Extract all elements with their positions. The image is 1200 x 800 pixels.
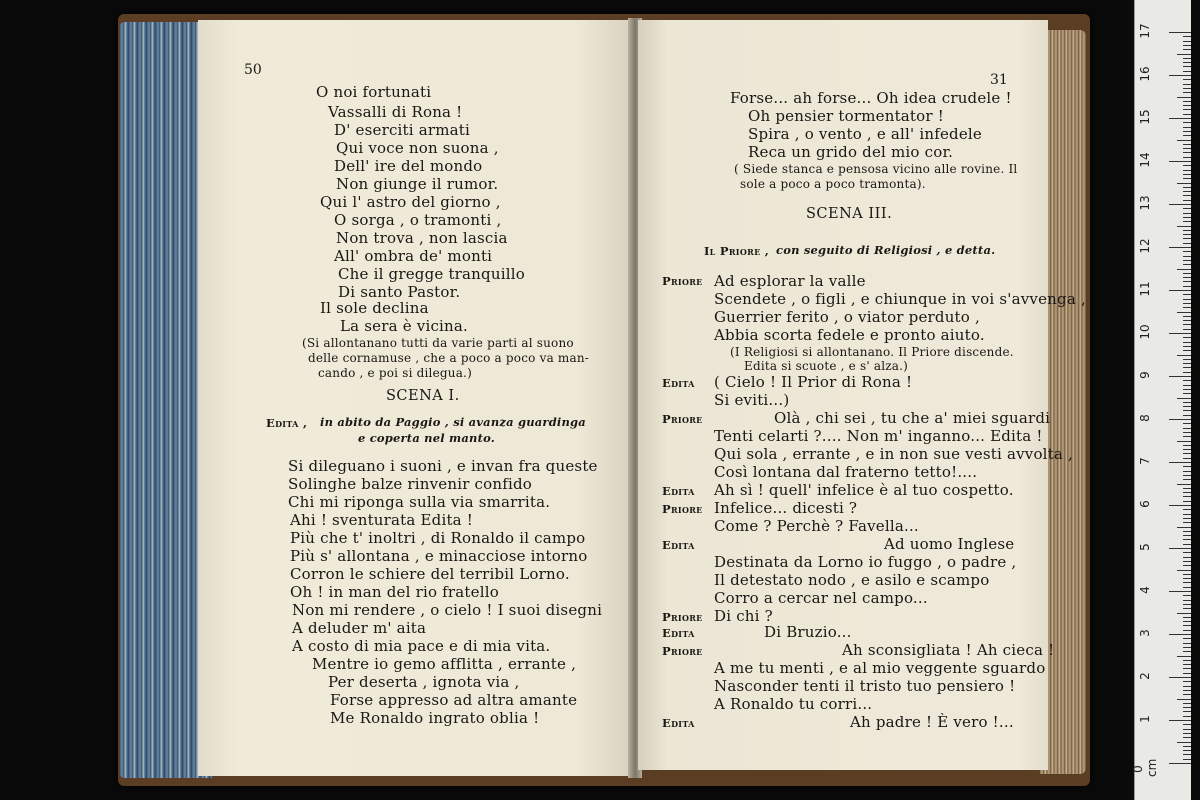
ruler-tick (1177, 441, 1191, 442)
dialogue-line: Ah sì ! quell' infelice è al tuo cospetto. (714, 481, 1014, 499)
ruler-tick (1183, 600, 1191, 601)
ruler-tick (1183, 135, 1191, 136)
ruler-tick (1183, 221, 1191, 222)
ruler-tick (1183, 200, 1191, 201)
ruler-tick (1183, 673, 1191, 674)
ruler-tick (1183, 389, 1191, 390)
dialogue-line: Guerrier ferito , o viator perduto , (714, 308, 980, 326)
verse-line: Vassalli di Rona ! (328, 103, 463, 121)
ruler-tick (1183, 41, 1191, 42)
ruler-tick (1183, 690, 1191, 691)
verse-line: D' eserciti armati (334, 121, 471, 139)
speaker-label: Edita (662, 716, 695, 730)
ruler-tick (1183, 759, 1191, 760)
ruler-tick (1183, 58, 1191, 59)
ruler-tick (1183, 479, 1191, 480)
verse-line: Forse appresso ad altra amante (330, 691, 578, 709)
ruler-tick (1183, 45, 1191, 46)
ruler-tick (1183, 307, 1191, 308)
ruler-tick (1183, 264, 1191, 265)
dialogue-line: Di Bruzio... (764, 623, 852, 641)
ruler-tick (1183, 294, 1191, 295)
ruler-tick (1183, 337, 1191, 338)
scene-intro: con seguito di Religiosi , e detta. (776, 243, 996, 257)
verse-line: O sorga , o tramonti , (334, 211, 502, 229)
ruler-tick (1177, 484, 1191, 485)
dialogue-line: A me tu menti , e al mio veggente sguardo (714, 659, 1046, 677)
ruler-tick (1169, 591, 1191, 592)
verse-line: Più s' allontana , e minacciose intorno (290, 547, 588, 565)
ruler-label: 9 (1138, 371, 1152, 379)
verse-line: O noi fortunati (316, 83, 432, 101)
ruler-tick (1183, 539, 1191, 540)
dialogue-line: Ah sconsigliata ! Ah cieca ! (842, 641, 1055, 659)
ruler-tick (1183, 187, 1191, 188)
verse-line: Di santo Pastor. (338, 283, 461, 301)
ruler-tick (1177, 269, 1191, 270)
stage-direction: (Si allontanano tutti da varie parti al suono (302, 336, 574, 350)
ruler-tick (1183, 71, 1191, 72)
ruler-tick (1183, 84, 1191, 85)
ruler-tick (1183, 625, 1191, 626)
dialogue-line: Nasconder tenti il tristo tuo pensiero ! (714, 677, 1016, 695)
ruler-tick (1183, 363, 1191, 364)
ruler-tick (1183, 230, 1191, 231)
ruler-tick (1183, 144, 1191, 145)
ruler-tick (1183, 114, 1191, 115)
ruler-tick (1183, 518, 1191, 519)
ruler-label: 8 (1138, 414, 1152, 422)
verse-line: Mentre io gemo afflitta , errante , (312, 655, 577, 673)
ruler-tick (1183, 303, 1191, 304)
ruler-tick (1183, 406, 1191, 407)
ruler-tick (1183, 707, 1191, 708)
ruler-tick (1183, 475, 1191, 476)
dialogue-line: Ad esplorar la valle (714, 272, 866, 290)
ruler-tick (1177, 140, 1191, 141)
ruler-tick (1183, 531, 1191, 532)
ruler-label: 7 (1138, 457, 1152, 465)
ruler-tick (1183, 561, 1191, 562)
dialogue-line: Ah padre ! È vero !... (850, 713, 1014, 731)
ruler-tick (1183, 681, 1191, 682)
ruler-tick (1183, 514, 1191, 515)
ruler-tick (1183, 217, 1191, 218)
ruler-label: 15 (1138, 109, 1152, 125)
ruler-tick (1183, 453, 1191, 454)
verse-line: Ahi ! sventurata Edita ! (290, 511, 474, 529)
ruler-tick (1183, 754, 1191, 755)
ruler-tick (1183, 445, 1191, 446)
ruler-tick (1183, 552, 1191, 553)
ruler-tick (1183, 277, 1191, 278)
ruler-tick (1183, 660, 1191, 661)
ruler-tick (1177, 527, 1191, 528)
ruler-tick (1183, 402, 1191, 403)
verse-line: Qui l' astro del giorno , (320, 193, 501, 211)
dialogue-line: Si eviti...) (714, 391, 790, 409)
ruler-tick (1177, 613, 1191, 614)
ruler-tick (1183, 617, 1191, 618)
ruler-tick (1183, 423, 1191, 424)
speaker-label: Edita (662, 484, 695, 498)
ruler-tick (1183, 367, 1191, 368)
speaker-label: Priore (662, 502, 703, 516)
stage-direction: Edita si scuote , e s' alza.) (744, 359, 909, 373)
speaker-label: Priore (662, 412, 703, 426)
speaker-label: Edita (662, 538, 695, 552)
speaker-label: Priore (662, 274, 703, 288)
ruler-label: 17 (1138, 23, 1152, 39)
ruler-tick (1183, 428, 1191, 429)
dialogue-line: Così lontana dal fraterno tetto!.... (714, 463, 978, 481)
ruler-label: 10 (1138, 324, 1152, 340)
ruler-tick (1183, 350, 1191, 351)
ruler-tick (1183, 49, 1191, 50)
ruler-tick (1183, 544, 1191, 545)
ruler-tick (1183, 62, 1191, 63)
ruler-tick (1183, 316, 1191, 317)
dialogue-line: Il detestato nodo , e asilo e scampo (714, 571, 990, 589)
ruler-tick (1183, 471, 1191, 472)
ruler-tick (1183, 342, 1191, 343)
verse-line: La sera è vicina. (340, 317, 469, 335)
verse-line: All' ombra de' monti (334, 247, 493, 265)
ruler-tick (1169, 161, 1191, 162)
ruler-tick (1183, 668, 1191, 669)
stage-direction: sole a poco a poco tramonta). (740, 177, 926, 191)
ruler-tick (1183, 582, 1191, 583)
ruler-tick (1183, 286, 1191, 287)
ruler-tick (1183, 191, 1191, 192)
ruler-label: 1 (1138, 715, 1152, 723)
dialogue-line: ( Cielo ! Il Prior di Rona ! (714, 373, 913, 391)
ruler-tick (1169, 333, 1191, 334)
ruler-tick (1183, 324, 1191, 325)
ruler-tick (1183, 604, 1191, 605)
scene-title: SCENA I. (386, 388, 460, 404)
ruler-label: 0 cm (1131, 758, 1159, 777)
ruler-tick (1183, 466, 1191, 467)
ruler-tick (1183, 595, 1191, 596)
ruler-tick (1183, 703, 1191, 704)
ruler-tick (1183, 152, 1191, 153)
dialogue-line: Scendete , o figli , e chiunque in voi s'avvenga , (714, 290, 1086, 308)
ruler-tick (1183, 88, 1191, 89)
dialogue-line: Olà , chi sei , tu che a' miei sguardi (774, 409, 1051, 427)
verse-line: Solinghe balze rinvenir confido (288, 475, 533, 493)
ruler-tick (1177, 699, 1191, 700)
ruler-tick (1183, 750, 1191, 751)
ruler-tick (1183, 238, 1191, 239)
ruler-tick (1169, 677, 1191, 678)
ruler-tick (1183, 587, 1191, 588)
ruler-tick (1183, 385, 1191, 386)
ruler-tick (1183, 522, 1191, 523)
ruler-tick (1169, 505, 1191, 506)
stage-direction: ( Siede stanca e pensosa vicino alle rovine. Il (734, 162, 1018, 176)
ruler-label: 2 (1138, 672, 1152, 680)
ruler-tick (1183, 273, 1191, 274)
ruler-tick (1183, 165, 1191, 166)
ruler-label: 6 (1138, 500, 1152, 508)
verse-line: Dell' ire del mondo (334, 157, 483, 175)
verse-line: Corron le schiere del terribil Lorno. (290, 565, 570, 583)
scene-intro-speaker: Edita , (266, 416, 308, 430)
ruler-tick (1183, 174, 1191, 175)
ruler-tick (1183, 608, 1191, 609)
ruler-label: 13 (1138, 195, 1152, 211)
measurement-ruler (1131, 0, 1191, 800)
page-number: 50 (244, 62, 262, 78)
ruler-tick (1183, 195, 1191, 196)
ruler-tick (1183, 299, 1191, 300)
ruler-tick (1183, 686, 1191, 687)
verse-line: Forse... ah forse... Oh idea crudele ! (730, 89, 1012, 107)
ruler-tick (1183, 213, 1191, 214)
speaker-label: Edita (662, 626, 695, 640)
ruler-tick (1183, 737, 1191, 738)
ruler-tick (1183, 432, 1191, 433)
ruler-tick (1169, 32, 1191, 33)
ruler-tick (1183, 101, 1191, 102)
right-page (638, 20, 1086, 770)
ruler-tick (1183, 170, 1191, 171)
ruler-tick (1177, 355, 1191, 356)
ruler-tick (1183, 638, 1191, 639)
ruler-tick (1183, 66, 1191, 67)
ruler-tick (1177, 97, 1191, 98)
ruler-tick (1183, 329, 1191, 330)
ruler-tick (1169, 247, 1191, 248)
ruler-tick (1183, 535, 1191, 536)
ruler-tick (1177, 226, 1191, 227)
ruler-tick (1183, 449, 1191, 450)
ruler-tick (1183, 109, 1191, 110)
ruler-tick (1183, 458, 1191, 459)
ruler-tick (1169, 75, 1191, 76)
ruler-tick (1183, 105, 1191, 106)
ruler-tick (1183, 574, 1191, 575)
dialogue-line: Di chi ? (714, 607, 773, 625)
ruler-tick (1183, 320, 1191, 321)
ruler-tick (1169, 376, 1191, 377)
ruler-tick (1183, 393, 1191, 394)
ruler-label: 12 (1138, 238, 1152, 254)
ruler-tick (1183, 148, 1191, 149)
ruler-tick (1183, 492, 1191, 493)
verse-line: Il sole declina (320, 299, 429, 317)
stage-direction: delle cornamuse , che a poco a poco va man- (308, 351, 590, 365)
ruler-tick (1177, 398, 1191, 399)
stage-direction: (I Religiosi si allontanano. Il Priore discende. (730, 345, 1014, 359)
verse-line: Oh pensier tormentator ! (748, 107, 944, 125)
ruler-tick (1183, 208, 1191, 209)
ruler-tick (1183, 243, 1191, 244)
speaker-label: Edita (662, 376, 695, 390)
ruler-tick (1183, 410, 1191, 411)
ruler-tick (1169, 118, 1191, 119)
ruler-tick (1177, 312, 1191, 313)
verse-line: Che il gregge tranquillo (338, 265, 525, 283)
ruler-tick (1183, 651, 1191, 652)
stage-direction: cando , e poi si dilegua.) (318, 366, 472, 380)
ruler-tick (1183, 346, 1191, 347)
ruler-tick (1183, 281, 1191, 282)
ruler-tick (1169, 462, 1191, 463)
dialogue-line: Abbia scorta fedele e pronto aiuto. (714, 326, 985, 344)
ruler-tick (1183, 436, 1191, 437)
dialogue-line: Tenti celarti ?.... Non m' inganno... Edita ! (714, 427, 1043, 445)
ruler-tick (1183, 509, 1191, 510)
verse-line: Spira , o vento , e all' infedele (748, 125, 982, 143)
ruler-tick (1183, 127, 1191, 128)
ruler-tick (1183, 36, 1191, 37)
verse-line: A deluder m' aita (292, 619, 427, 637)
dialogue-line: Qui sola , errante , e in non sue vesti avvolta , (714, 445, 1073, 463)
page-number: 31 (990, 72, 1008, 88)
ruler-tick (1169, 634, 1191, 635)
ruler-tick (1183, 372, 1191, 373)
ruler-tick (1183, 380, 1191, 381)
ruler-tick (1183, 664, 1191, 665)
ruler-tick (1177, 656, 1191, 657)
ruler-tick (1183, 501, 1191, 502)
ruler-tick (1183, 256, 1191, 257)
ruler-tick (1183, 724, 1191, 725)
ruler-tick (1183, 647, 1191, 648)
ruler-tick (1183, 643, 1191, 644)
verse-line: A costo di mia pace e di mia vita. (292, 637, 551, 655)
ruler-label: 5 (1138, 543, 1152, 551)
dialogue-line: Destinata da Lorno io fuggo , o padre , (714, 553, 1017, 571)
ruler-label: 3 (1138, 629, 1152, 637)
ruler-tick (1169, 204, 1191, 205)
verse-line: Oh ! in man del rio fratello (290, 583, 499, 601)
ruler-tick (1183, 488, 1191, 489)
ruler-tick (1183, 178, 1191, 179)
verse-line: Si dileguano i suoni , e invan fra queste (288, 457, 598, 475)
scene-title: SCENA III. (806, 206, 893, 222)
ruler-tick (1183, 557, 1191, 558)
verse-line: Per deserta , ignota via , (328, 673, 520, 691)
dialogue-line: Come ? Perchè ? Favella... (714, 517, 919, 535)
ruler-tick (1183, 630, 1191, 631)
ruler-tick (1183, 729, 1191, 730)
dialogue-line: Infelice... dicesti ? (714, 499, 858, 517)
verse-line: Non mi rendere , o cielo ! I suoi disegni (292, 601, 603, 619)
ruler-tick (1169, 290, 1191, 291)
dialogue-line: A Ronaldo tu corri... (714, 695, 873, 713)
ruler-tick (1177, 54, 1191, 55)
verse-line: Chi mi riponga sulla via smarrita. (288, 493, 551, 511)
ruler-tick (1183, 746, 1191, 747)
verse-line: Reca un grido del mio cor. (748, 143, 954, 161)
ruler-tick (1183, 92, 1191, 93)
ruler-tick (1169, 419, 1191, 420)
ruler-tick (1177, 742, 1191, 743)
ruler-tick (1183, 716, 1191, 717)
ruler-tick (1183, 234, 1191, 235)
ruler-tick (1183, 359, 1191, 360)
ruler-tick (1183, 415, 1191, 416)
scene-intro: in abito da Paggio , si avanza guardinga (320, 415, 586, 429)
verse-line: Me Ronaldo ingrato oblia ! (330, 709, 540, 727)
left-page (198, 20, 632, 776)
speaker-label: Priore (662, 610, 703, 624)
ruler-tick (1183, 733, 1191, 734)
dialogue-line: Ad uomo Inglese (884, 535, 1015, 553)
verse-line: Non trova , non lascia (336, 229, 508, 247)
ruler-tick (1169, 720, 1191, 721)
ruler-tick (1183, 157, 1191, 158)
ruler-tick (1183, 711, 1191, 712)
ruler-tick (1183, 251, 1191, 252)
speaker-label: Priore (662, 644, 703, 658)
ruler-tick (1183, 260, 1191, 261)
verse-line: Più che t' inoltri , di Ronaldo il campo (290, 529, 586, 547)
ruler-label: 16 (1138, 66, 1152, 82)
ruler-tick (1183, 496, 1191, 497)
ruler-tick (1183, 565, 1191, 566)
ruler-tick (1183, 621, 1191, 622)
scene-intro: e coperta nel manto. (358, 431, 495, 445)
ruler-label: 4 (1138, 586, 1152, 594)
ruler-tick (1169, 548, 1191, 549)
dialogue-line: Corro a cercar nel campo... (714, 589, 928, 607)
ruler-label: 14 (1138, 152, 1152, 168)
ruler-tick (1177, 183, 1191, 184)
ruler-label: 11 (1138, 281, 1152, 297)
verse-line: Non giunge il rumor. (336, 175, 499, 193)
scene-intro-speaker: Il Priore , (704, 244, 770, 258)
ruler-tick (1169, 763, 1191, 764)
ruler-tick (1177, 570, 1191, 571)
ruler-tick (1183, 578, 1191, 579)
ruler-tick (1183, 122, 1191, 123)
verse-line: Qui voce non suona , (336, 139, 499, 157)
ruler-tick (1183, 694, 1191, 695)
ruler-tick (1183, 79, 1191, 80)
ruler-tick (1183, 131, 1191, 132)
